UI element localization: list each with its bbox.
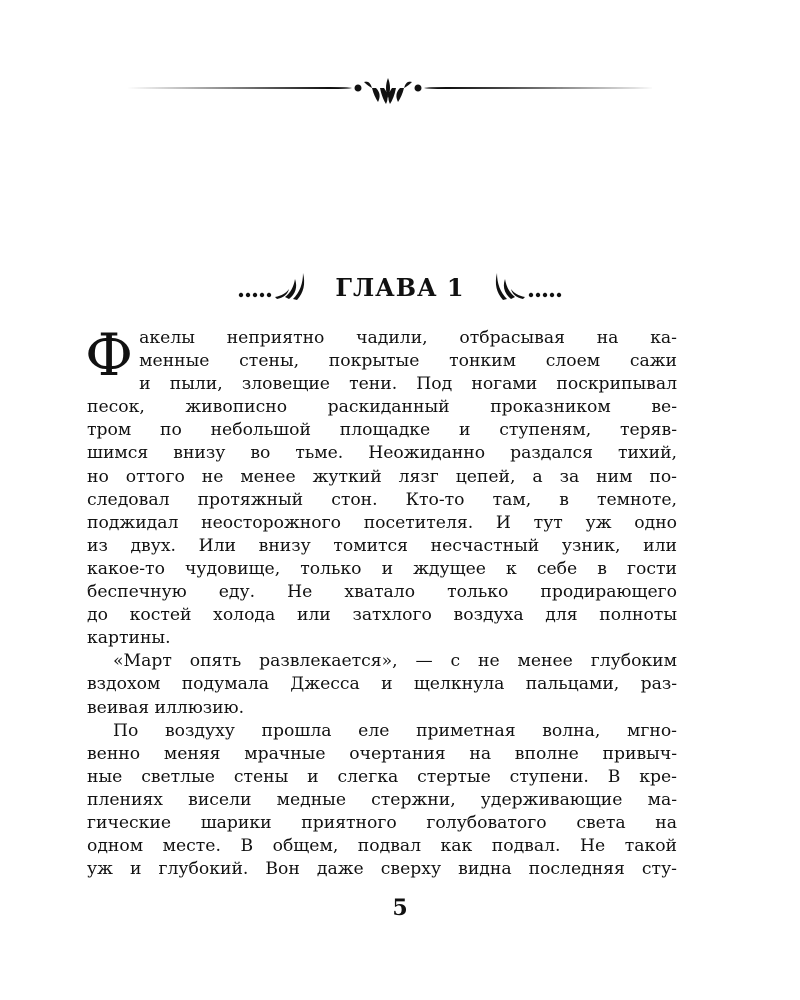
text-line: плениях висели медные стержни, удерживающие ма- bbox=[87, 789, 677, 810]
text-line: шимся внизу во тьме. Неожиданно раздался тихий, bbox=[87, 443, 677, 464]
chapter-heading bbox=[0, 262, 800, 312]
text-line: менные стены, покрытые тонким слоем сажи bbox=[139, 351, 677, 372]
text-line: уж и глубокий. Вон даже сверху видна последняя сту- bbox=[87, 859, 677, 880]
text-line: вздохом подумала Джесса и щелкнула пальцами, раз- bbox=[87, 674, 677, 695]
page-number: 5 bbox=[392, 895, 408, 921]
paragraph-3 bbox=[87, 720, 677, 882]
right-chapter-ornament bbox=[487, 269, 567, 305]
text-line: какое-то чудовище, только и ждущее к себе в гости bbox=[87, 558, 677, 579]
left-chapter-ornament bbox=[233, 269, 313, 305]
text-line: поджидал неосторожного посетителя. И тут уж одно bbox=[87, 512, 677, 533]
text-line: «Март опять развлекается», — с не менее глубоким bbox=[113, 651, 677, 672]
top-ornament-divider bbox=[120, 68, 656, 108]
drop-cap: Ф bbox=[85, 321, 134, 389]
text-line: беспечную еду. Не хватало только продирающего bbox=[87, 582, 677, 603]
text-line: одном месте. В общем, подвал как подвал. Не такой bbox=[87, 836, 677, 857]
text-line: но оттого не менее жуткий лязг цепей, а за ним по- bbox=[87, 466, 677, 487]
text-line: песок, живописно раскиданный проказником ве- bbox=[87, 397, 677, 418]
paragraph-1 bbox=[85, 321, 677, 650]
text-line: ные светлые стены и слегка стертые ступени. В кре- bbox=[87, 766, 677, 787]
text-line: венно меняя мрачные очертания на вполне привыч- bbox=[87, 743, 677, 764]
text-line: и пыли, зловещие тени. Под ногами поскрипывал bbox=[139, 374, 677, 395]
text-line: из двух. Или внизу томится несчастный узник, или bbox=[87, 535, 677, 556]
text-line: акелы неприятно чадили, отбрасывая на ка- bbox=[139, 328, 677, 348]
text-line: следовал протяжный стон. Кто-то там, в темноте, bbox=[87, 489, 677, 510]
text-line: до костей холода или затхлого воздуха для полноты bbox=[87, 605, 677, 626]
text-line: тром по небольшой площадке и ступеням, теряв- bbox=[87, 420, 677, 441]
chapter-title: ГЛАВА 1 bbox=[335, 272, 465, 302]
body-text bbox=[85, 321, 677, 881]
text-line: гические шарики приятного голубоватого света на bbox=[87, 812, 677, 833]
text-line: веивая иллюзию. bbox=[87, 697, 245, 718]
paragraph-2 bbox=[87, 650, 677, 719]
text-line: По воздуху прошла еле приметная волна, мгно- bbox=[113, 720, 677, 741]
text-line: картины. bbox=[87, 628, 171, 649]
